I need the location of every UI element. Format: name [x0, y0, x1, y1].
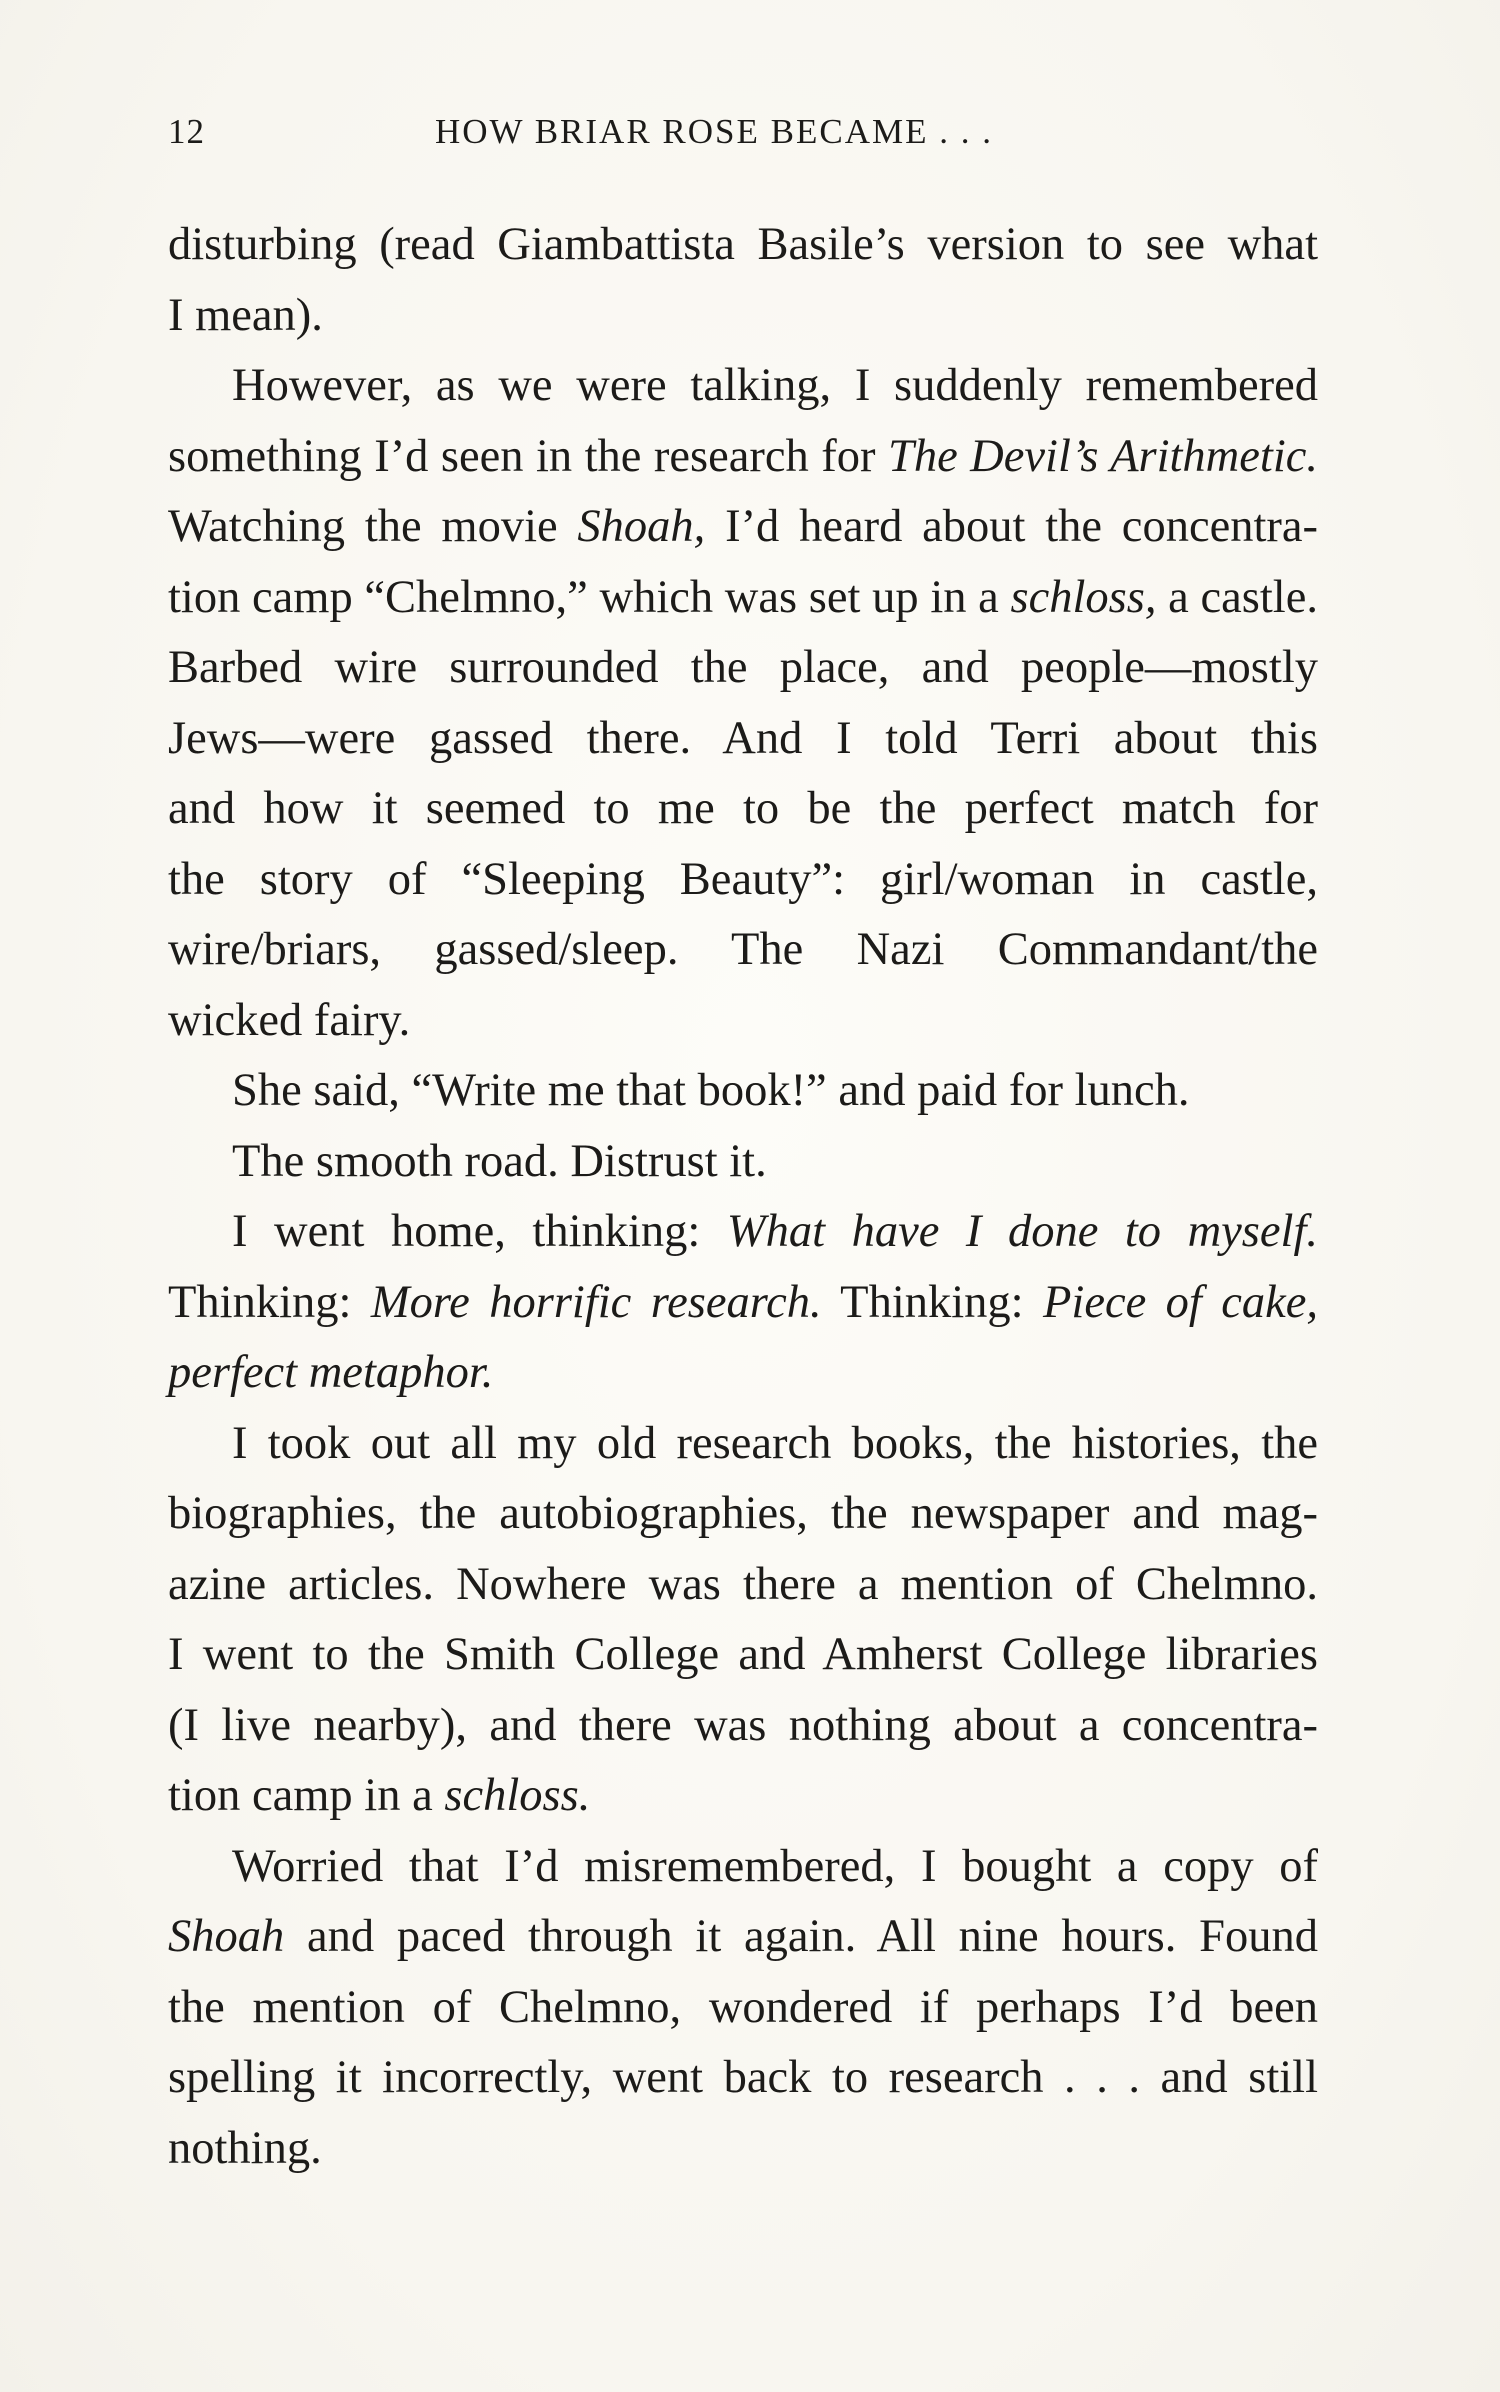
body-text: [168, 210, 1318, 2184]
text-line: wicked fairy.: [168, 994, 411, 1046]
text-line: I took out all my old research books, the histories, the: [232, 1417, 1318, 1469]
text-line: She said, “Write me that book!” and paid for lunch.: [232, 1065, 1190, 1116]
text-line: and how it seemed to me to be the perfect match for: [168, 783, 1318, 834]
text-line: However, as we were talking, I suddenly remembered: [232, 360, 1318, 411]
text-line: Barbed wire surrounded the place, and people—mostly: [168, 642, 1318, 693]
text-line: Worried that I’d misremembered, I bought a copy of: [232, 1840, 1318, 1892]
text-line: biographies, the autobiographies, the newspaper and mag-: [168, 1488, 1318, 1539]
text-line: something I’d seen in the research for The Devil’s Arithmetic.: [168, 430, 1318, 482]
text-line: spelling it incorrectly, went back to research . . . and still: [168, 2052, 1318, 2103]
text-line: the mention of Chelmno, wondered if perhaps I’d been: [168, 1981, 1318, 2033]
text-line: azine articles. Nowhere was there a mention of Chelmno.: [168, 1558, 1318, 1610]
text-line: wire/briars, gassed/sleep. The Nazi Commandant/the: [168, 924, 1318, 975]
text-line: Watching the movie Shoah, I’d heard about the concentra-: [168, 501, 1318, 552]
text-line: the story of “Sleeping Beauty”: girl/woman in castle,: [168, 853, 1318, 905]
text-line: Shoah and paced through it again. All nine hours. Found: [168, 1911, 1318, 1962]
text-line: Jews—were gassed there. And I told Terri about this: [168, 712, 1318, 764]
text-line: The smooth road. Distrust it.: [232, 1135, 767, 1187]
running-head: [168, 112, 1318, 162]
running-title: HOW BRIAR ROSE BECAME . . .: [435, 112, 993, 151]
text-line: Thinking: More horrific research. Thinking: Piece of cake,: [168, 1276, 1319, 1328]
page-number: 12: [168, 112, 205, 151]
text-line: I mean).: [168, 289, 323, 341]
text-line: disturbing (read Giambattista Basile’s version to see what: [168, 219, 1318, 270]
text-line: I went home, thinking: What have I done to myself.: [232, 1206, 1318, 1257]
text-line: tion camp in a schloss.: [168, 1770, 591, 1821]
text-line: I went to the Smith College and Amherst College libraries: [168, 1629, 1318, 1680]
text-line: (I live nearby), and there was nothing about a concentra-: [168, 1699, 1318, 1751]
text-line: perfect metaphor.: [168, 1347, 494, 1398]
text-line: nothing.: [168, 2122, 322, 2174]
text-line: tion camp “Chelmno,” which was set up in a schloss, a castle.: [168, 571, 1318, 623]
